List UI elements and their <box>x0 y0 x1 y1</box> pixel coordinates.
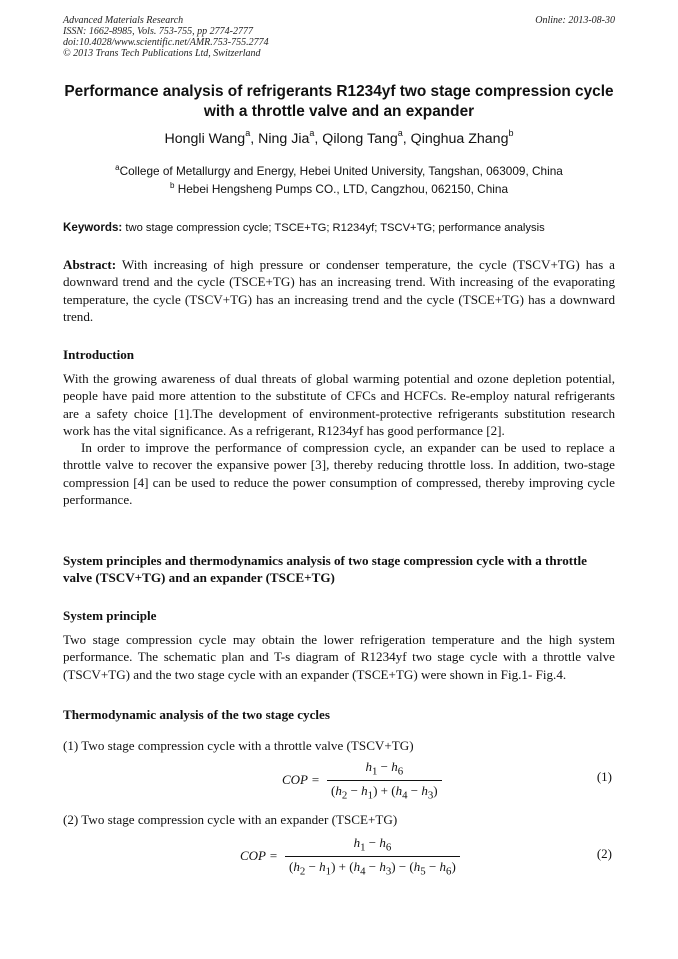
cop-symbol: COP <box>282 772 308 788</box>
affil-text: College of Metallurgy and Energy, Hebei United University, Tangshan, 063009, China <box>119 164 563 178</box>
author-affil-mark: b <box>508 128 514 138</box>
eq1-lhs: COP = <box>282 772 320 788</box>
intro-paragraph-2: In order to improve the performance of compression cycle, an expander can be used to replace a throttle valve to recover the expansive power [3], thereby reducing throttle loss. In addition, two-stage compression [4] can be used to reduce the power consumption of compressed, thereby improving cycle performance. <box>63 440 615 508</box>
equation-1 <box>282 759 442 801</box>
author-separator: , <box>402 131 411 147</box>
equation-2 <box>240 835 460 877</box>
author-separator: , <box>250 131 259 147</box>
eq2-caption: (2) Two stage compression cycle with an expander (TSCE+TG) <box>63 812 398 827</box>
copyright-line: © 2013 Trans Tech Publications Ltd, Switzerland <box>63 48 261 59</box>
author-name: Ning Jia <box>258 131 310 147</box>
author-name: Qilong Tang <box>322 131 398 147</box>
eq2-number: (2) <box>596 846 612 861</box>
section-heading-system-principles: System principles and thermodynamics analysis of two stage compression cycle with a throttle valve (TSCV+TG) and an expander (TSCE+TG) <box>63 553 587 586</box>
eq1-numerator: $h_1 - h_6$ <box>327 759 442 781</box>
author-list <box>63 128 615 147</box>
cop-symbol: COP <box>240 848 266 864</box>
intro-paragraph-1: With the growing awareness of dual threats of global warming potential and ozone depletion potential, people have paid more attention to the substitute of CFCs and HCFCs. Re-employ natural refrigerants are a safety choice [1].The development of environment-protective refrigerants substitution research work has the vital significance. As a refrigerant, R1234yf has good performance [2]. <box>63 371 615 438</box>
author-name: Hongli Wang <box>164 131 246 147</box>
doi-line: doi:10.4028/www.scientific.net/AMR.753-755.2774 <box>63 37 269 48</box>
journal-header <box>63 15 615 59</box>
affil-text: Hebei Hengsheng Pumps CO., LTD, Cangzhou, 062150, China <box>174 182 509 196</box>
eq1-caption: (1) Two stage compression cycle with a throttle valve (TSCV+TG) <box>63 738 414 753</box>
affiliation-b <box>63 182 615 196</box>
keywords-text: two stage compression cycle; TSCE+TG; R1234yf; TSCV+TG; performance analysis <box>122 222 545 234</box>
eq1-number: (1) <box>596 769 612 784</box>
eq2-denominator: $(h_2 - h_1) + (h_4 - h_3) - (h_5 - h_6)$ <box>289 858 456 878</box>
affil-mark: b <box>169 181 175 190</box>
author-separator: , <box>314 131 323 147</box>
keywords <box>63 221 615 234</box>
author-affil-mark: a <box>245 128 251 138</box>
introduction-body <box>63 370 615 508</box>
eq1-denominator: $(h_2 - h_1) + (h_4 - h_3)$ <box>331 782 438 802</box>
eq2-numerator: $h_1 - h_6$ <box>285 835 460 857</box>
keywords-label: Keywords: <box>63 221 123 234</box>
abstract-text: With increasing of high pressure or condenser temperature, the cycle (TSCV+TG) has a downward trend and the cycle (TSCE+TG) has an increasing trend. With increasing of the evaporating temperature, the cycle (TSCV+TG) has an increasing trend and the cycle (TSCE+TG) has a downward trend. <box>63 257 615 324</box>
author-affil-mark: a <box>309 128 315 138</box>
system-principle-heading: System principle <box>63 608 157 623</box>
abstract-label: Abstract: <box>63 257 117 272</box>
online-date: Online: 2013-08-30 <box>535 15 615 26</box>
eq2-lhs: COP = <box>240 848 278 864</box>
abstract <box>63 256 615 325</box>
author-name: Qinghua Zhang <box>410 131 509 147</box>
paper-title: Performance analysis of refrigerants R1234yf two stage compression cycle with a throttle valve and an expander <box>64 83 614 120</box>
affiliation-a <box>63 164 615 178</box>
journal-name: Advanced Materials Research <box>63 15 184 26</box>
system-principle-paragraph: Two stage compression cycle may obtain the lower refrigeration temperature and the high system performance. The schematic plan and T-s diagram of R1234yf two stage cycle with a throttle valve (TSCV+TG) and the two stage cycle with an expander (TSCE+TG) were shown in Fig.1- Fig.4. <box>63 632 615 682</box>
eq1-fraction <box>327 759 442 801</box>
eq2-fraction <box>285 835 460 877</box>
introduction-heading: Introduction <box>63 347 135 362</box>
issn-line: ISSN: 1662-8985, Vols. 753-755, pp 2774-2777 <box>63 26 253 37</box>
thermo-analysis-heading: Thermodynamic analysis of the two stage cycles <box>63 707 330 722</box>
author-affil-mark: a <box>397 128 403 138</box>
affil-mark: a <box>115 163 120 172</box>
